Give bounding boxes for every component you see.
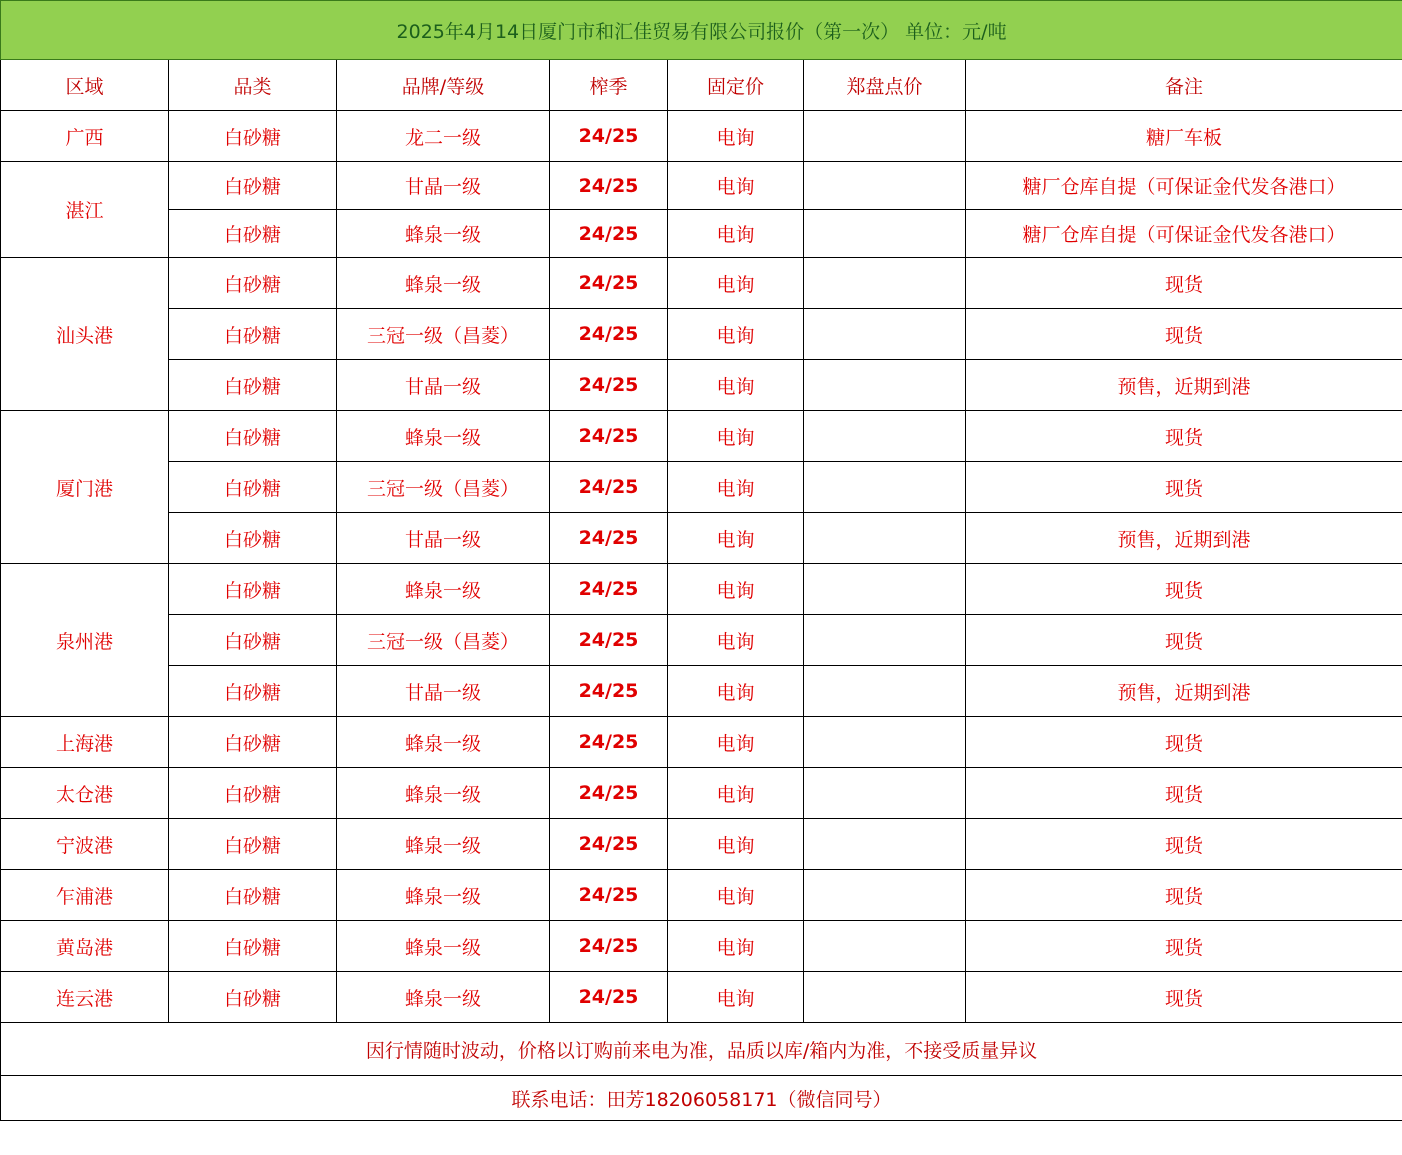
region-cell: 泉州港 <box>1 564 169 717</box>
table-row <box>1 717 1402 768</box>
futures-cell <box>804 564 966 615</box>
table-row <box>1 360 1402 411</box>
table-row <box>1 870 1402 921</box>
brand-cell: 蜂泉一级 <box>337 819 550 870</box>
season-cell: 24/25 <box>550 921 668 972</box>
futures-cell <box>804 921 966 972</box>
season-cell: 24/25 <box>550 819 668 870</box>
price-cell: 电询 <box>668 258 804 309</box>
futures-cell <box>804 462 966 513</box>
price-cell: 电询 <box>668 666 804 717</box>
remark-cell: 现货 <box>966 309 1402 360</box>
remark-cell: 现货 <box>966 768 1402 819</box>
table-row <box>1 768 1402 819</box>
region-cell: 汕头港 <box>1 258 169 411</box>
table-row <box>1 615 1402 666</box>
brand-cell: 甘晶一级 <box>337 666 550 717</box>
region-cell: 厦门港 <box>1 411 169 564</box>
price-cell: 电询 <box>668 819 804 870</box>
futures-cell <box>804 411 966 462</box>
price-cell: 电询 <box>668 615 804 666</box>
season-cell: 24/25 <box>550 258 668 309</box>
brand-cell: 三冠一级（昌菱） <box>337 462 550 513</box>
futures-cell <box>804 768 966 819</box>
header-season: 榨季 <box>550 60 668 111</box>
brand-cell: 蜂泉一级 <box>337 564 550 615</box>
region-cell: 湛江 <box>1 162 169 258</box>
category-cell: 白砂糖 <box>169 258 337 309</box>
header-fixed-price: 固定价 <box>668 60 804 111</box>
price-cell: 电询 <box>668 411 804 462</box>
price-cell: 电询 <box>668 360 804 411</box>
header-brand: 品牌/等级 <box>337 60 550 111</box>
table-row <box>1 258 1402 309</box>
season-cell: 24/25 <box>550 411 668 462</box>
table-row <box>1 972 1402 1023</box>
season-cell: 24/25 <box>550 162 668 210</box>
brand-cell: 蜂泉一级 <box>337 210 550 258</box>
price-cell: 电询 <box>668 309 804 360</box>
category-cell: 白砂糖 <box>169 819 337 870</box>
remark-cell: 现货 <box>966 615 1402 666</box>
table-row <box>1 111 1402 162</box>
remark-cell: 预售，近期到港 <box>966 666 1402 717</box>
table-row <box>1 564 1402 615</box>
table-row <box>1 309 1402 360</box>
futures-cell <box>804 666 966 717</box>
region-cell: 广西 <box>1 111 169 162</box>
region-cell: 连云港 <box>1 972 169 1023</box>
futures-cell <box>804 819 966 870</box>
category-cell: 白砂糖 <box>169 360 337 411</box>
season-cell: 24/25 <box>550 513 668 564</box>
remark-cell: 现货 <box>966 819 1402 870</box>
season-cell: 24/25 <box>550 360 668 411</box>
table-row <box>1 921 1402 972</box>
header-remark: 备注 <box>966 60 1402 111</box>
season-cell: 24/25 <box>550 870 668 921</box>
remark-cell: 预售，近期到港 <box>966 360 1402 411</box>
season-cell: 24/25 <box>550 309 668 360</box>
futures-cell <box>804 615 966 666</box>
table-row <box>1 162 1402 210</box>
brand-cell: 蜂泉一级 <box>337 258 550 309</box>
brand-cell: 三冠一级（昌菱） <box>337 615 550 666</box>
category-cell: 白砂糖 <box>169 411 337 462</box>
remark-cell: 糖厂车板 <box>966 111 1402 162</box>
price-cell: 电询 <box>668 972 804 1023</box>
page-title: 2025年4月14日厦门市和汇佳贸易有限公司报价（第一次） 单位：元/吨 <box>1 1 1402 60</box>
price-cell: 电询 <box>668 768 804 819</box>
contact-row <box>1 1076 1402 1121</box>
category-cell: 白砂糖 <box>169 615 337 666</box>
header-futures-price: 郑盘点价 <box>804 60 966 111</box>
region-cell: 乍浦港 <box>1 870 169 921</box>
season-cell: 24/25 <box>550 111 668 162</box>
category-cell: 白砂糖 <box>169 210 337 258</box>
title-row <box>1 1 1402 60</box>
remark-cell: 现货 <box>966 411 1402 462</box>
brand-cell: 甘晶一级 <box>337 513 550 564</box>
remark-cell: 现货 <box>966 870 1402 921</box>
season-cell: 24/25 <box>550 717 668 768</box>
price-cell: 电询 <box>668 717 804 768</box>
futures-cell <box>804 309 966 360</box>
remark-cell: 糖厂仓库自提（可保证金代发各港口） <box>966 162 1402 210</box>
futures-cell <box>804 360 966 411</box>
brand-cell: 蜂泉一级 <box>337 870 550 921</box>
price-cell: 电询 <box>668 921 804 972</box>
futures-cell <box>804 870 966 921</box>
region-cell: 上海港 <box>1 717 169 768</box>
futures-cell <box>804 210 966 258</box>
price-cell: 电询 <box>668 111 804 162</box>
remark-cell: 现货 <box>966 921 1402 972</box>
table-row <box>1 411 1402 462</box>
remark-cell: 现货 <box>966 972 1402 1023</box>
header-category: 品类 <box>169 60 337 111</box>
futures-cell <box>804 162 966 210</box>
category-cell: 白砂糖 <box>169 513 337 564</box>
category-cell: 白砂糖 <box>169 564 337 615</box>
category-cell: 白砂糖 <box>169 666 337 717</box>
remark-cell: 现货 <box>966 462 1402 513</box>
region-cell: 宁波港 <box>1 819 169 870</box>
brand-cell: 甘晶一级 <box>337 360 550 411</box>
season-cell: 24/25 <box>550 210 668 258</box>
price-cell: 电询 <box>668 162 804 210</box>
price-cell: 电询 <box>668 462 804 513</box>
brand-cell: 蜂泉一级 <box>337 411 550 462</box>
futures-cell <box>804 972 966 1023</box>
table-row <box>1 210 1402 258</box>
category-cell: 白砂糖 <box>169 972 337 1023</box>
price-cell: 电询 <box>668 513 804 564</box>
category-cell: 白砂糖 <box>169 309 337 360</box>
note-row <box>1 1023 1402 1076</box>
season-cell: 24/25 <box>550 972 668 1023</box>
brand-cell: 三冠一级（昌菱） <box>337 309 550 360</box>
futures-cell <box>804 513 966 564</box>
season-cell: 24/25 <box>550 615 668 666</box>
category-cell: 白砂糖 <box>169 462 337 513</box>
brand-cell: 蜂泉一级 <box>337 972 550 1023</box>
remark-cell: 预售，近期到港 <box>966 513 1402 564</box>
remark-cell: 现货 <box>966 258 1402 309</box>
category-cell: 白砂糖 <box>169 717 337 768</box>
futures-cell <box>804 717 966 768</box>
brand-cell: 蜂泉一级 <box>337 717 550 768</box>
remark-cell: 现货 <box>966 717 1402 768</box>
futures-cell <box>804 111 966 162</box>
table-row <box>1 666 1402 717</box>
remark-cell: 现货 <box>966 564 1402 615</box>
table-row <box>1 819 1402 870</box>
header-row <box>1 60 1402 111</box>
category-cell: 白砂糖 <box>169 111 337 162</box>
futures-cell <box>804 258 966 309</box>
price-cell: 电询 <box>668 564 804 615</box>
remark-cell: 糖厂仓库自提（可保证金代发各港口） <box>966 210 1402 258</box>
category-cell: 白砂糖 <box>169 768 337 819</box>
season-cell: 24/25 <box>550 768 668 819</box>
price-cell: 电询 <box>668 870 804 921</box>
disclaimer-note: 因行情随时波动，价格以订购前来电为准，品质以库/箱内为准，不接受质量异议 <box>1 1023 1402 1076</box>
contact-info: 联系电话：田芳18206058171（微信同号） <box>1 1076 1402 1121</box>
brand-cell: 蜂泉一级 <box>337 768 550 819</box>
category-cell: 白砂糖 <box>169 921 337 972</box>
category-cell: 白砂糖 <box>169 870 337 921</box>
region-cell: 太仓港 <box>1 768 169 819</box>
category-cell: 白砂糖 <box>169 162 337 210</box>
region-cell: 黄岛港 <box>1 921 169 972</box>
season-cell: 24/25 <box>550 564 668 615</box>
season-cell: 24/25 <box>550 462 668 513</box>
table-row <box>1 513 1402 564</box>
brand-cell: 甘晶一级 <box>337 162 550 210</box>
header-region: 区域 <box>1 60 169 111</box>
table-row <box>1 462 1402 513</box>
brand-cell: 蜂泉一级 <box>337 921 550 972</box>
price-cell: 电询 <box>668 210 804 258</box>
brand-cell: 龙二一级 <box>337 111 550 162</box>
season-cell: 24/25 <box>550 666 668 717</box>
